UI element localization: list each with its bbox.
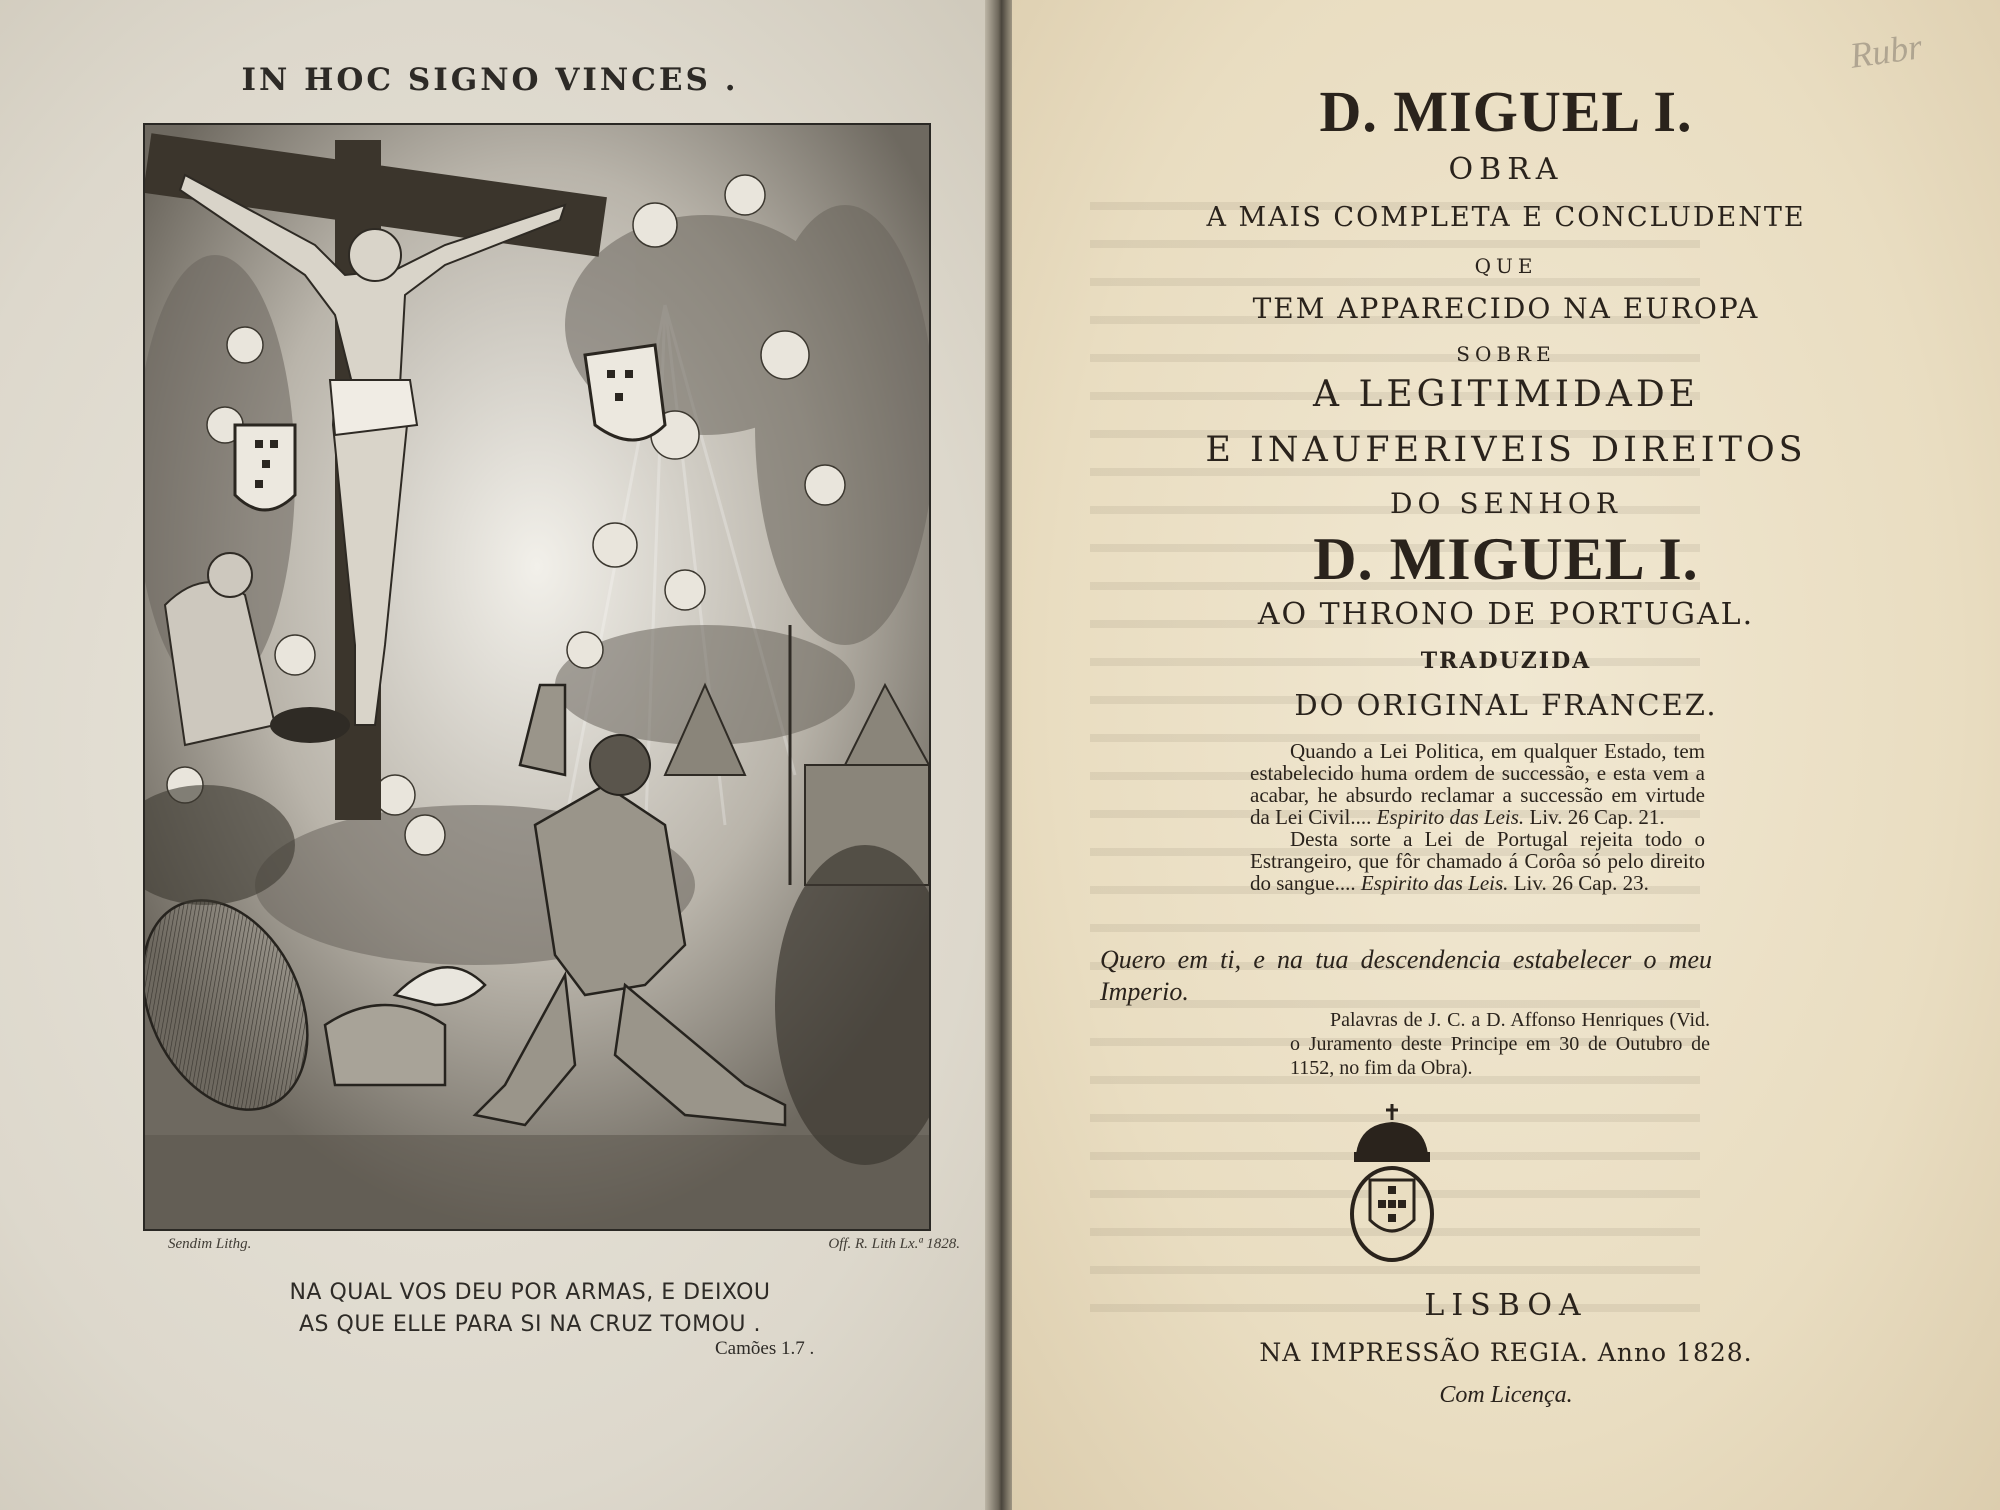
title-miguel: D. MIGUEL I.	[1313, 526, 1699, 592]
crucifixion-engraving	[143, 123, 931, 1231]
imprint-city: LISBOA	[1424, 1288, 1588, 1323]
title-main: D. MIGUEL I.	[1319, 79, 1693, 144]
title-throno: AO THRONO DE PORTUGAL.	[1257, 597, 1755, 632]
title-legitimidade: A LEGITIMIDADE	[1313, 374, 1699, 415]
frontispiece-caption-line1: NA QUAL VOS DEU POR ARMAS, E DEIXOU	[289, 1280, 771, 1305]
epigraph-palavras: Palavras de J. C. a D. Affonso Henriques (Vid. o Juramento deste Principe em 30 de Outubro de 1152, no fim da Obra).	[1290, 1009, 1710, 1079]
frontispiece-caption-line2: AS QUE ELLE PARA SI NA CRUZ TOMOU .	[299, 1312, 761, 1337]
epigraph-montesquieu	[1250, 740, 1705, 894]
caption-source: Camões 1.7 .	[715, 1338, 815, 1359]
frontispiece-motto: IN HOC SIGNO VINCES .	[241, 62, 739, 98]
title-que: QUE	[1474, 254, 1538, 278]
epigraph-quero: Quero em ti, e na tua descendencia estabelecer o meu Imperio.	[1100, 945, 1712, 1006]
pencil-annotation: Rubr	[1847, 26, 1925, 76]
royal-coat-of-arms-emblem	[1346, 1102, 1438, 1262]
imprint-licence: Com Licença.	[1439, 1382, 1573, 1408]
title-apparecido: TEM APPARECIDO NA EUROPA	[1252, 292, 1760, 325]
epigraph-paragraph-1: Quando a Lei Politica, em qualquer Estado, tem estabelecido huma ordem de successão, e esta vem a acabar, he absurdo reclamar a successão em virtude da Lei Civil.... Espirito das Leis. Liv. 26 Cap. 21.	[1250, 739, 1705, 829]
engraving-illustration	[145, 125, 929, 1229]
title-direitos: E INAUFERIVEIS DIREITOS	[1205, 430, 1807, 470]
book-gutter	[985, 0, 1015, 1510]
title-obra: OBRA	[1448, 152, 1564, 187]
title-original: DO ORIGINAL FRANCEZ.	[1294, 688, 1718, 722]
title-sobre: SOBRE	[1456, 342, 1556, 366]
printer-signature: Off. R. Lith Lx.ª 1828.	[828, 1236, 960, 1252]
title-traduzida: TRADUZIDA	[1420, 648, 1592, 674]
title-completa: A MAIS COMPLETA E CONCLUDENTE	[1206, 202, 1806, 233]
lithographer-signature: Sendim Lithg.	[168, 1236, 252, 1252]
title-senhor: DO SENHOR	[1390, 487, 1622, 520]
epigraph-paragraph-2: Desta sorte a Lei de Portugal rejeita todo o Estrangeiro, que fôr chamado á Corôa só pelo direito do sangue.... Espirito das Leis. Liv. 26 Cap. 23.	[1250, 827, 1705, 895]
imprint-press: NA IMPRESSÃO REGIA. Anno 1828.	[1259, 1338, 1753, 1367]
